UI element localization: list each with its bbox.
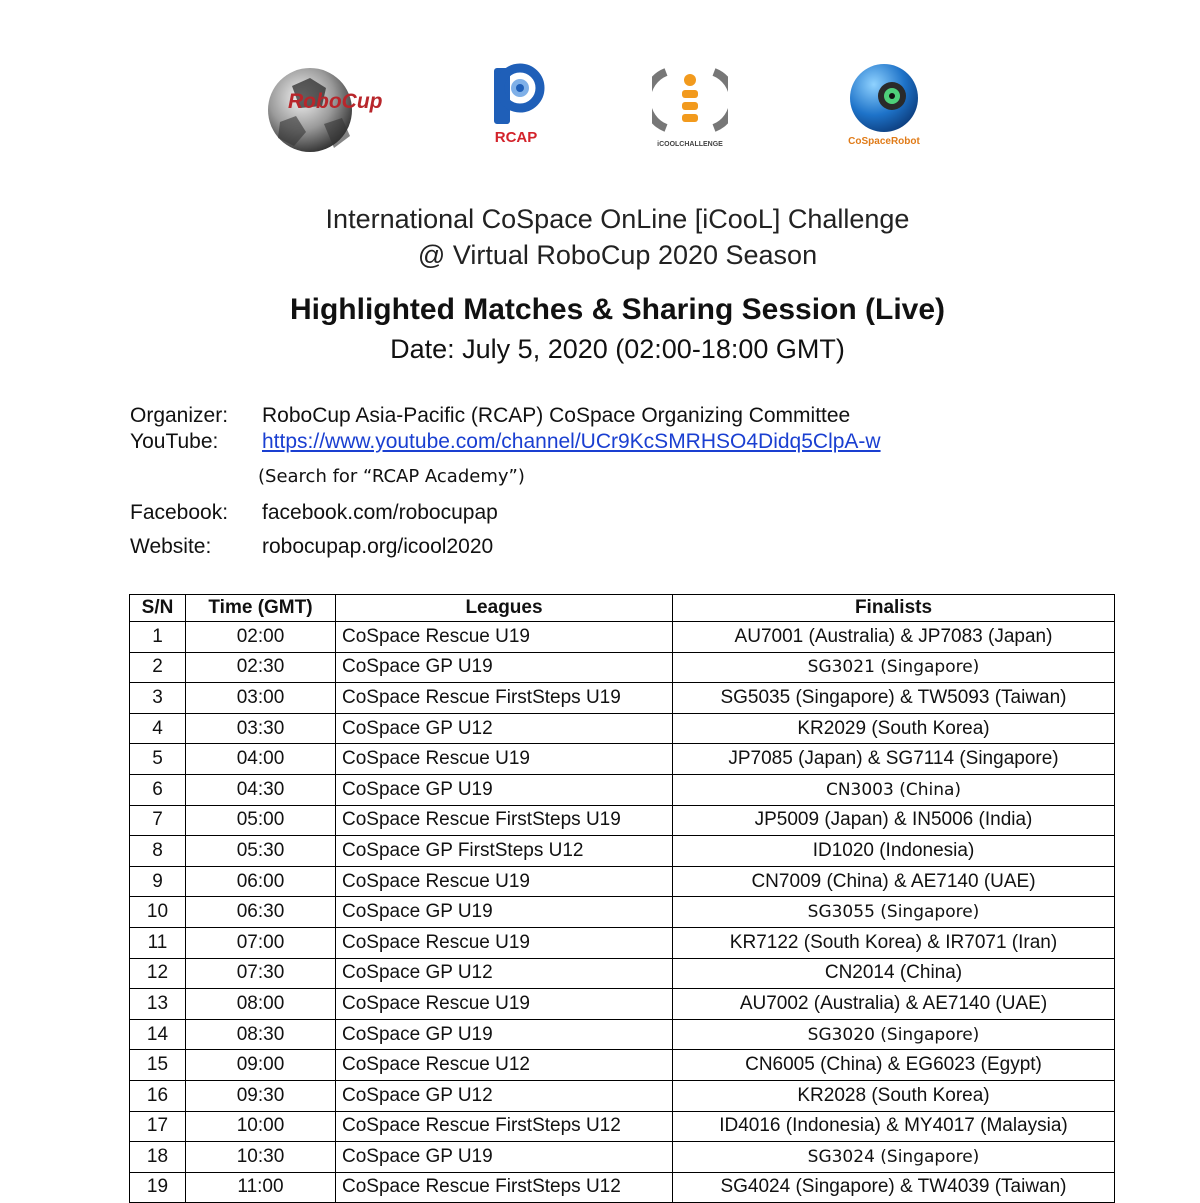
table-row [130, 836, 1115, 867]
header-leagues: Leagues [336, 595, 673, 622]
row-sn: 4 [130, 713, 186, 744]
row-league: CoSpace GP U19 [336, 1019, 673, 1050]
row-sn: 15 [130, 1050, 186, 1081]
row-finalists: SG5035 (Singapore) & TW5093 (Taiwan) [673, 683, 1115, 714]
table-row [130, 774, 1115, 805]
row-time: 11:00 [186, 1172, 336, 1203]
session-headline: Highlighted Matches & Sharing Session (Live) [289, 293, 946, 326]
row-league: CoSpace GP U12 [336, 713, 673, 744]
table-row [130, 744, 1115, 775]
row-time: 10:00 [186, 1111, 336, 1142]
row-sn: 10 [130, 897, 186, 928]
row-league: CoSpace Rescue U19 [336, 622, 673, 653]
row-finalists: KR2029 (South Korea) [673, 713, 1115, 744]
row-sn: 5 [130, 744, 186, 775]
row-time: 04:00 [186, 744, 336, 775]
row-finalists: AU7002 (Australia) & AE7140 (UAE) [673, 989, 1115, 1020]
row-sn: 7 [130, 805, 186, 836]
organizer-label: Organizer: [130, 404, 229, 427]
row-time: 08:00 [186, 989, 336, 1020]
row-league: CoSpace Rescue U19 [336, 989, 673, 1020]
organizer-value: RoboCup Asia-Pacific (RCAP) CoSpace Organizing Committee [262, 404, 851, 427]
row-league: CoSpace GP FirstSteps U12 [336, 836, 673, 867]
row-finalists: KR7122 (South Korea) & IR7071 (Iran) [673, 927, 1115, 958]
row-time: 09:00 [186, 1050, 336, 1081]
row-league: CoSpace Rescue U19 [336, 866, 673, 897]
row-league: CoSpace GP U12 [336, 1080, 673, 1111]
website-value: robocupap.org/icool2020 [262, 535, 494, 558]
icool-challenge-logo [652, 62, 728, 152]
row-sn: 6 [130, 774, 186, 805]
table-header-row [130, 595, 1115, 622]
robocup-logo [262, 66, 402, 156]
youtube-link[interactable]: https://www.youtube.com/channel/UCr9KcSMRHSO4Didq5ClpA-w [262, 430, 881, 453]
row-sn: 1 [130, 622, 186, 653]
row-league: CoSpace GP U19 [336, 897, 673, 928]
table-row [130, 989, 1115, 1020]
row-finalists: AU7001 (Australia) & JP7083 (Japan) [673, 622, 1115, 653]
row-league: CoSpace GP U19 [336, 774, 673, 805]
row-time: 05:00 [186, 805, 336, 836]
row-sn: 13 [130, 989, 186, 1020]
rcap-logo [486, 62, 546, 148]
row-time: 10:30 [186, 1142, 336, 1173]
svg-text:CoSpaceRobot: CoSpaceRobot [848, 136, 920, 147]
row-finalists: ID1020 (Indonesia) [673, 836, 1115, 867]
row-finalists: SG4024 (Singapore) & TW4039 (Taiwan) [673, 1172, 1115, 1203]
row-time: 07:00 [186, 927, 336, 958]
row-sn: 12 [130, 958, 186, 989]
svg-text:iCOOLCHALLENGE: iCOOLCHALLENGE [657, 141, 723, 148]
row-league: CoSpace Rescue FirstSteps U12 [336, 1172, 673, 1203]
row-finalists: SG3055 (Singapore) [673, 897, 1115, 928]
row-finalists: JP7085 (Japan) & SG7114 (Singapore) [673, 744, 1115, 775]
youtube-label: YouTube: [130, 430, 219, 453]
table-row [130, 1050, 1115, 1081]
row-time: 09:30 [186, 1080, 336, 1111]
row-sn: 11 [130, 927, 186, 958]
row-league: CoSpace Rescue U19 [336, 927, 673, 958]
row-time: 02:00 [186, 622, 336, 653]
row-finalists: CN2014 (China) [673, 958, 1115, 989]
header-finalists: Finalists [673, 595, 1115, 622]
row-time: 06:30 [186, 897, 336, 928]
table-row [130, 1080, 1115, 1111]
row-league: CoSpace Rescue FirstSteps U12 [336, 1111, 673, 1142]
table-row [130, 927, 1115, 958]
table-row [130, 1111, 1115, 1142]
row-sn: 9 [130, 866, 186, 897]
row-finalists: KR2028 (South Korea) [673, 1080, 1115, 1111]
row-time: 07:30 [186, 958, 336, 989]
table-row [130, 713, 1115, 744]
row-league: CoSpace GP U19 [336, 652, 673, 683]
row-league: CoSpace Rescue FirstSteps U19 [336, 683, 673, 714]
row-time: 03:00 [186, 683, 336, 714]
table-row [130, 1019, 1115, 1050]
row-sn: 8 [130, 836, 186, 867]
row-sn: 18 [130, 1142, 186, 1173]
row-sn: 3 [130, 683, 186, 714]
cospace-robot-logo [834, 60, 934, 152]
row-time: 05:30 [186, 836, 336, 867]
row-sn: 17 [130, 1111, 186, 1142]
row-sn: 19 [130, 1172, 186, 1203]
table-row [130, 1172, 1115, 1203]
table-row [130, 652, 1115, 683]
row-league: CoSpace GP U12 [336, 958, 673, 989]
row-sn: 14 [130, 1019, 186, 1050]
event-date: Date: July 5, 2020 (02:00-18:00 GMT) [390, 334, 845, 364]
header-time: Time (GMT) [186, 595, 336, 622]
row-time: 04:30 [186, 774, 336, 805]
event-title-line-2: @ Virtual RoboCup 2020 Season [417, 240, 818, 270]
row-league: CoSpace Rescue U12 [336, 1050, 673, 1081]
row-finalists: CN3003 (China) [673, 774, 1115, 805]
row-finalists: ID4016 (Indonesia) & MY4017 (Malaysia) [673, 1111, 1115, 1142]
facebook-value: facebook.com/robocupap [262, 501, 498, 524]
header-sn: S/N [130, 595, 186, 622]
match-schedule-table [129, 594, 1115, 1203]
row-time: 02:30 [186, 652, 336, 683]
row-league: CoSpace Rescue FirstSteps U19 [336, 805, 673, 836]
facebook-label: Facebook: [130, 501, 229, 524]
row-finalists: CN6005 (China) & EG6023 (Egypt) [673, 1050, 1115, 1081]
table-row [130, 805, 1115, 836]
table-row [130, 866, 1115, 897]
website-label: Website: [130, 535, 212, 558]
row-finalists: SG3021 (Singapore) [673, 652, 1115, 683]
row-finalists: SG3020 (Singapore) [673, 1019, 1115, 1050]
row-sn: 2 [130, 652, 186, 683]
row-time: 03:30 [186, 713, 336, 744]
row-time: 06:00 [186, 866, 336, 897]
row-finalists: CN7009 (China) & AE7140 (UAE) [673, 866, 1115, 897]
row-league: CoSpace GP U19 [336, 1142, 673, 1173]
table-row [130, 897, 1115, 928]
table-row [130, 1142, 1115, 1173]
svg-text:RoboCup: RoboCup [288, 90, 383, 113]
table-row [130, 683, 1115, 714]
row-finalists: SG3024 (Singapore) [673, 1142, 1115, 1173]
event-title-line-1: International CoSpace OnLine [iCooL] Challenge [325, 204, 910, 234]
table-row [130, 958, 1115, 989]
table-row [130, 622, 1115, 653]
youtube-search-note: (Search for “RCAP Academy”) [258, 466, 525, 487]
row-sn: 16 [130, 1080, 186, 1111]
row-finalists: JP5009 (Japan) & IN5006 (India) [673, 805, 1115, 836]
svg-text:RCAP: RCAP [494, 129, 538, 146]
row-time: 08:30 [186, 1019, 336, 1050]
row-league: CoSpace Rescue U19 [336, 744, 673, 775]
